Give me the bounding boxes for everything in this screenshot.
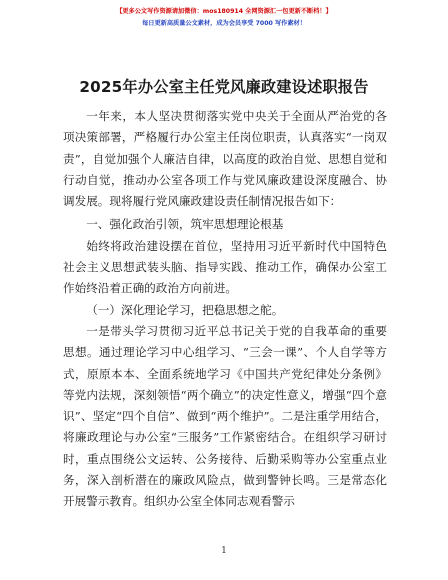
- section-heading: 一、强化政治引领，筑牢思想理论根基: [86, 217, 284, 232]
- intro-paragraph: 一年来，本人坚决贯彻落实党中央关于全面从严治党的各项决策部署，严格履行办公室主任岗位职责，认真落实“一岗双责”，自觉加强个人廉洁自律，以高度的政治自觉、思想自觉和行动自觉，推动办公室各项工作与党风廉政建设深度融合、协调发展。现将履行党风廉政建设责任制情况报告如下：: [63, 109, 387, 209]
- section-paragraph: 始终将政治建设摆在首位，坚持用习近平新时代中国特色社会主义思想武装头脑、指导实践、推动工作，确保办公室工作始终沿着正确的政治方向前进。: [63, 238, 387, 296]
- document-body: [63, 106, 387, 513]
- document-title: 2025年办公室主任党风廉政建设述职报告: [79, 78, 369, 96]
- banner-line-2: 每日更新高质量公文素材，成为会员享受 7000 写作素材！: [142, 20, 306, 27]
- subsection-heading: （一）深化理论学习，把稳思想之舵。: [86, 302, 284, 317]
- page-number: 1: [221, 546, 227, 556]
- header-banner: [0, 6, 448, 30]
- banner-line-1: 【更多公文写作资源请加微信：mos180914 全网资源汇一包更新不断档！】: [116, 8, 332, 15]
- subsection-paragraph: 一是带头学习贯彻习近平总书记关于党的自我革命的重要思想。通过理论学习中心组学习、“三会一课”、个人自学等方式，原原本本、全面系统地学习《中国共产党纪律处分条例》等党内法规，深刻领悟“两个确立”的决定性意义，增强“四个意识”、坚定“四个自信”、做到“两个维护”。二是注重学用结合，将廉政理论与办公室“三服务”工作紧密结合。在组织学习研讨时，重点围绕公文运转、公务接待、后勤采购等办公室重点业务，深入剖析潜在的廉政风险点，做到警钟长鸣。三是常态化开展警示教育。组织办公室全体同志观看警示: [63, 323, 387, 509]
